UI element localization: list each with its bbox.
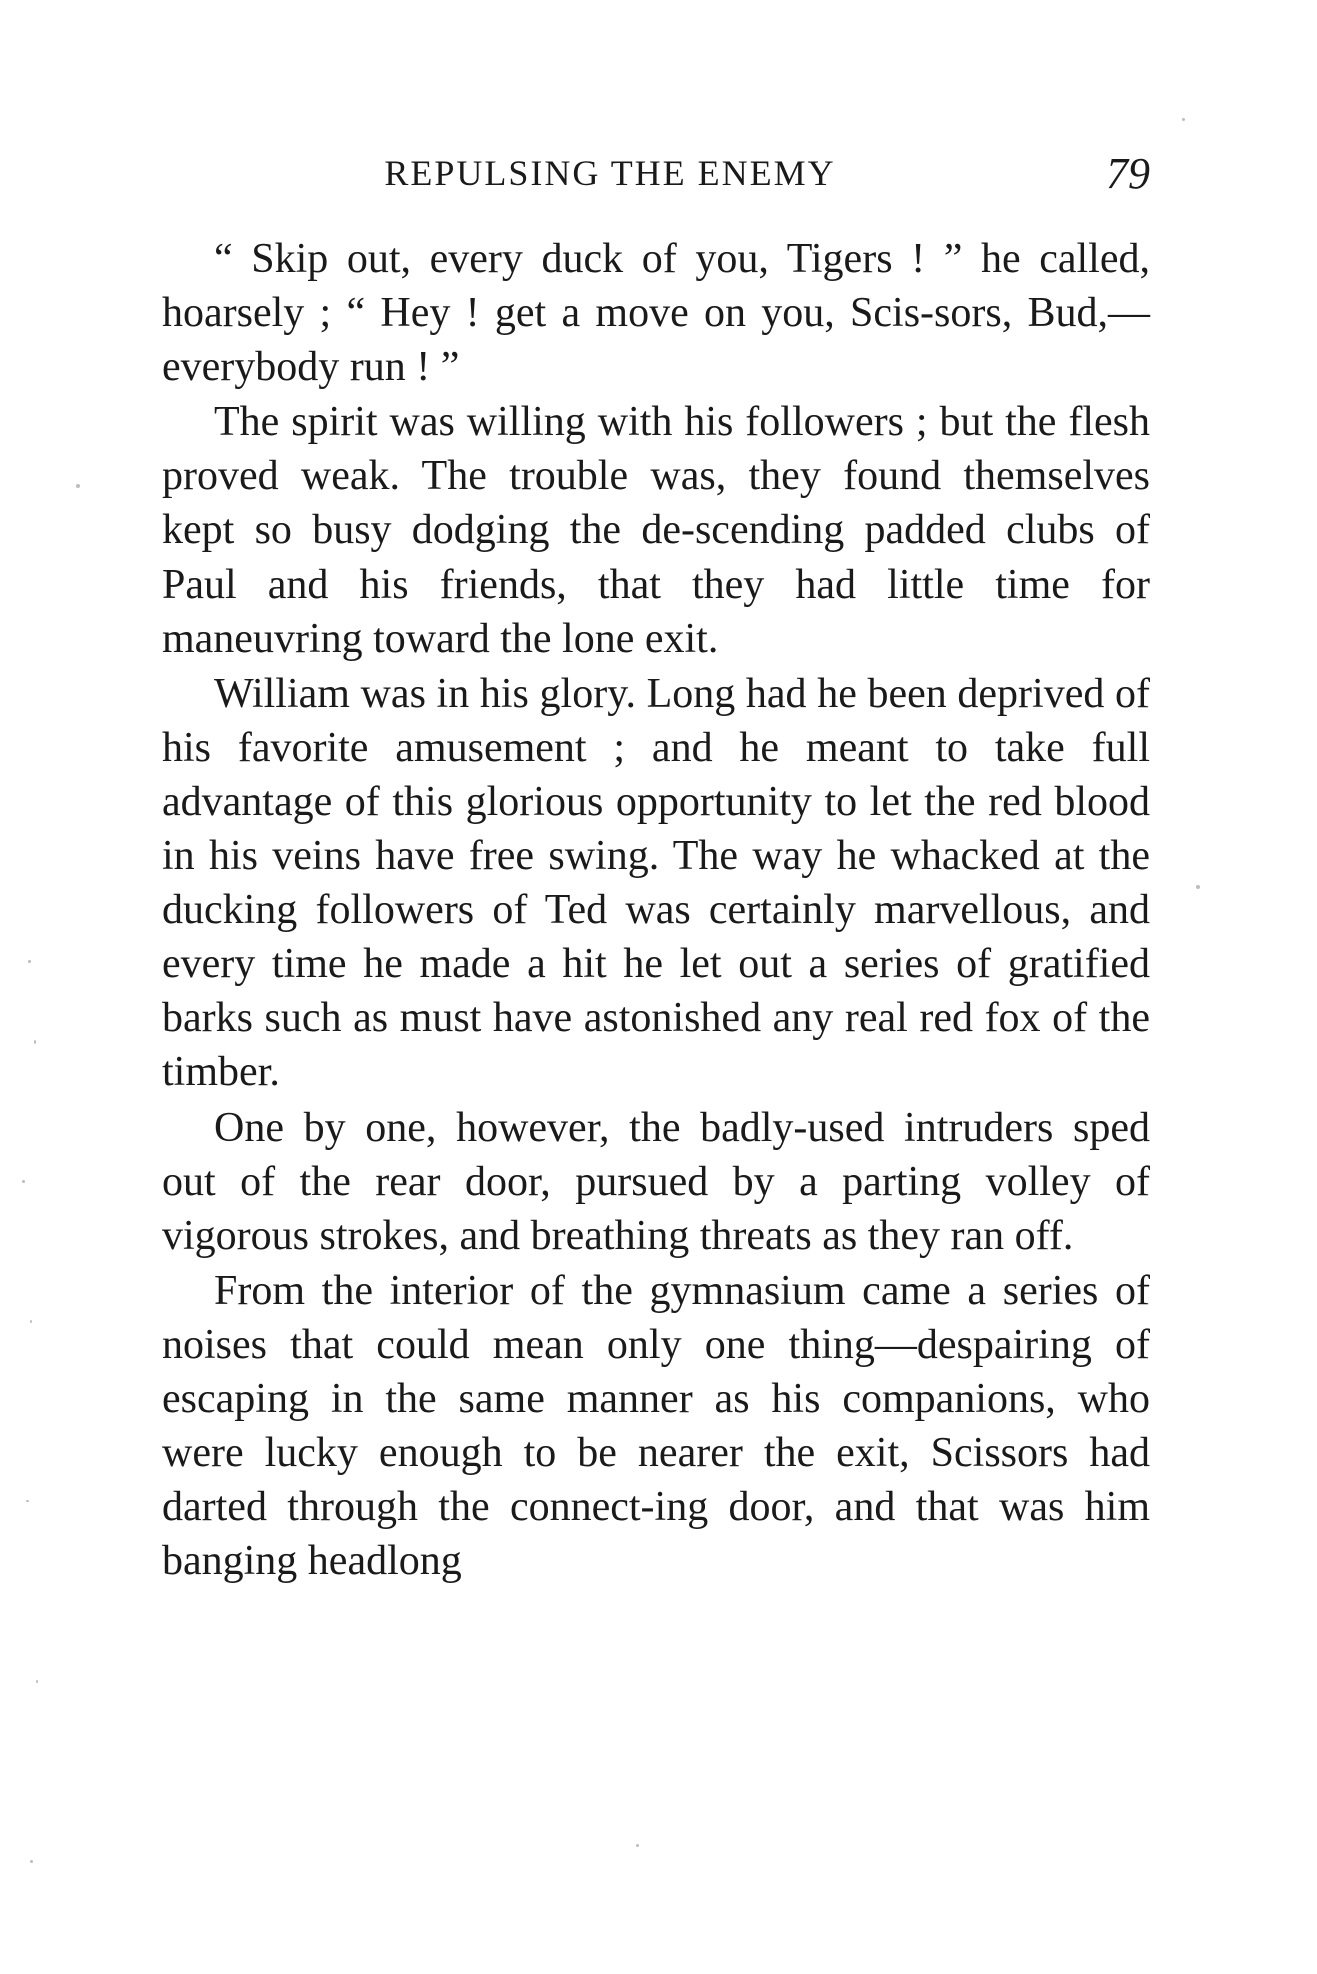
scan-speck: [636, 1844, 639, 1847]
running-head: [160, 148, 1150, 208]
scan-speck: [1182, 118, 1185, 121]
paragraph: The spirit was willing with his followers ; but the flesh proved weak. The trouble was, they found themselves kept so busy dodging the de-scending padded clubs of Paul and his friends, that they had little time for maneuvring toward the lone exit.: [162, 399, 1150, 662]
scan-speck: [34, 1040, 36, 1044]
scan-speck: [30, 1860, 33, 1863]
scan-speck: [36, 1680, 38, 1683]
body-text: [162, 232, 1150, 1589]
running-title: REPULSING THE ENEMY: [384, 153, 836, 193]
paragraph: William was in his glory. Long had he been deprived of his favorite amusement ; and he meant to take full advantage of this glorious opportunity to let the red blood in his veins have free swing. The way he whacked at the ducking followers of Ted was certainly marvellous, and every time he made a hit he let out a series of gratified barks such as must have astonished any real red fox of the timber.: [162, 670, 1150, 1096]
scan-speck: [26, 1500, 29, 1502]
paragraph: “ Skip out, every duck of you, Tigers ! ” he called, hoarsely ; “ Hey ! get a move on you, Scis-sors, Bud,—everybody run ! ”: [162, 236, 1150, 391]
scan-speck: [22, 1180, 25, 1183]
scan-speck: [28, 960, 31, 963]
scan-speck: [1196, 885, 1200, 889]
page-number: 79: [1106, 149, 1150, 198]
paragraph: From the interior of the gymnasium came a series of noises that could mean only one thing—despairing of escaping in the same manner as his companions, who were lucky enough to be nearer the exit, Scissors had darted through the connect-ing door, and that was him banging headlong: [162, 1267, 1150, 1585]
scan-speck: [76, 484, 80, 488]
scan-speck: [30, 1320, 32, 1323]
paragraph: One by one, however, the badly-used intruders sped out of the rear door, pursued by a parting volley of vigorous strokes, and breathing threats as they ran off.: [162, 1104, 1150, 1259]
